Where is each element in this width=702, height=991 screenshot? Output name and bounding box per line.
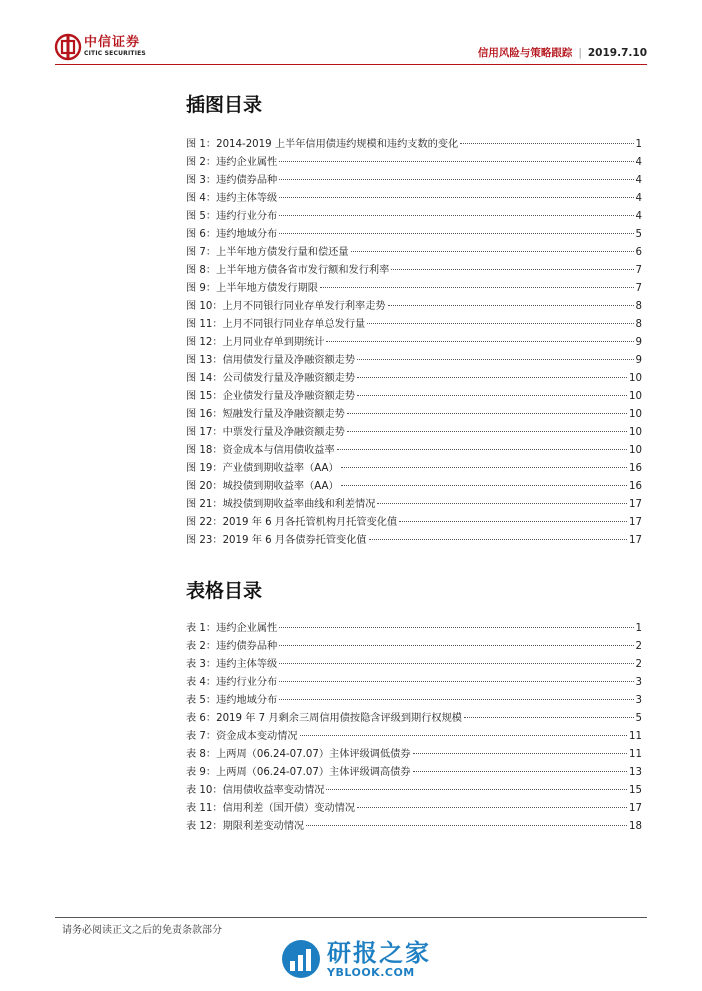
table-entry-page: 11 xyxy=(629,749,642,760)
figure-list xyxy=(186,136,642,550)
dot-leader xyxy=(326,341,633,342)
figure-entry-page: 4 xyxy=(635,175,642,186)
header-separator: | xyxy=(578,46,582,59)
figure-entry-label: 图 18：资金成本与信用债收益率 xyxy=(186,445,335,456)
table-entry[interactable] xyxy=(186,656,642,674)
table-entry-label: 表 1：违约企业属性 xyxy=(186,623,278,634)
figure-entry-label: 图 6：违约地域分布 xyxy=(186,229,278,240)
table-entry-page: 1 xyxy=(635,623,642,634)
figure-entry-page: 10 xyxy=(629,427,642,438)
dot-leader xyxy=(320,287,634,288)
figure-entry[interactable] xyxy=(186,298,642,316)
dot-leader xyxy=(279,233,633,234)
dot-leader xyxy=(464,717,634,718)
citic-logo xyxy=(55,34,146,60)
dot-leader xyxy=(279,645,633,646)
table-entry[interactable] xyxy=(186,674,642,692)
table-entry[interactable] xyxy=(186,800,642,818)
table-entry-label: 表 3：违约主体等级 xyxy=(186,659,278,670)
dot-leader xyxy=(279,215,633,216)
dot-leader xyxy=(377,503,627,504)
table-entry-page: 5 xyxy=(635,713,642,724)
table-entry-label: 表 12：期限利差变动情况 xyxy=(186,821,305,832)
figure-entry-page: 16 xyxy=(629,481,642,492)
dot-leader xyxy=(279,197,633,198)
figure-entry-page: 10 xyxy=(629,409,642,420)
figure-entry[interactable] xyxy=(186,316,642,334)
figure-entry-label: 图 11：上月不同银行同业存单总发行量 xyxy=(186,319,366,330)
figure-entry-label: 图 2：违约企业属性 xyxy=(186,157,278,168)
figure-entry-label: 图 1：2014-2019 上半年信用债违约规模和违约支数的变化 xyxy=(186,139,459,150)
figure-entry[interactable] xyxy=(186,334,642,352)
figure-entry[interactable] xyxy=(186,352,642,370)
figure-entry-label: 图 4：违约主体等级 xyxy=(186,193,278,204)
table-list-title: 表格目录 xyxy=(186,580,263,602)
dot-leader xyxy=(337,449,627,450)
figure-entry-page: 10 xyxy=(629,391,642,402)
table-entry-page: 13 xyxy=(629,767,642,778)
table-entry-label: 表 4：违约行业分布 xyxy=(186,677,278,688)
figure-entry-page: 10 xyxy=(629,445,642,456)
figure-entry[interactable] xyxy=(186,226,642,244)
figure-entry-page: 4 xyxy=(635,211,642,222)
table-entry-label: 表 7：资金成本变动情况 xyxy=(186,731,298,742)
footer-divider xyxy=(55,917,647,918)
figure-entry-label: 图 16：短融发行量及净融资额走势 xyxy=(186,409,345,420)
dot-leader xyxy=(341,485,627,486)
figure-entry[interactable] xyxy=(186,370,642,388)
table-entry[interactable] xyxy=(186,782,642,800)
figure-entry[interactable] xyxy=(186,280,642,298)
dot-leader xyxy=(388,305,634,306)
table-entry-label: 表 11：信用利差（国开债）变动情况 xyxy=(186,803,356,814)
figure-entry-page: 17 xyxy=(629,499,642,510)
figure-entry-label: 图 15：企业债发行量及净融资额走势 xyxy=(186,391,356,402)
figure-entry[interactable] xyxy=(186,136,642,154)
dot-leader xyxy=(279,699,633,700)
dot-leader xyxy=(279,179,633,180)
figure-entry-page: 17 xyxy=(629,535,642,546)
table-entry-page: 17 xyxy=(629,803,642,814)
dot-leader xyxy=(391,269,633,270)
figure-entry[interactable] xyxy=(186,190,642,208)
dot-leader xyxy=(300,735,627,736)
table-entry-page: 15 xyxy=(629,785,642,796)
figure-entry-page: 4 xyxy=(635,157,642,168)
report-type: 信用风险与策略跟踪 xyxy=(477,47,573,59)
figure-entry-label: 图 23：2019 年 6 月各债券托管变化值 xyxy=(186,535,367,546)
dot-leader xyxy=(367,323,633,324)
figure-entry-label: 图 9：上半年地方债发行期限 xyxy=(186,283,318,294)
table-entry-page: 2 xyxy=(635,659,642,670)
figure-entry-page: 6 xyxy=(635,247,642,258)
figure-entry-label: 图 22：2019 年 6 月各托管机构月托管变化值 xyxy=(186,517,398,528)
dot-leader xyxy=(279,161,633,162)
figure-entry[interactable] xyxy=(186,208,642,226)
table-entry-label: 表 6：2019 年 7 月剩余三周信用债按隐含评级到期行权规模 xyxy=(186,713,462,724)
figure-entry[interactable] xyxy=(186,154,642,172)
table-entry-page: 18 xyxy=(629,821,642,832)
citic-logo-icon xyxy=(55,34,81,60)
dot-leader xyxy=(357,359,634,360)
dot-leader xyxy=(279,681,633,682)
figure-entry[interactable] xyxy=(186,496,642,514)
figure-entry-page: 16 xyxy=(629,463,642,474)
table-entry-page: 11 xyxy=(629,731,642,742)
dot-leader xyxy=(341,467,627,468)
table-entry-label: 表 2：违约债券品种 xyxy=(186,641,278,652)
table-entry-page: 3 xyxy=(635,695,642,706)
watermark-english: YBLOOK.COM xyxy=(327,965,415,979)
table-entry-label: 表 9：上两周（06.24-07.07）主体评级调高债券 xyxy=(186,767,411,778)
figure-entry-page: 17 xyxy=(629,517,642,528)
figure-entry[interactable] xyxy=(186,262,642,280)
table-entry[interactable] xyxy=(186,746,642,764)
dot-leader xyxy=(357,395,627,396)
watermark-chinese: 研报之家 xyxy=(327,938,431,967)
dot-leader xyxy=(357,377,627,378)
dot-leader xyxy=(369,539,627,540)
figure-entry-page: 5 xyxy=(635,229,642,240)
dot-leader xyxy=(347,431,627,432)
figure-entry-label: 图 14：公司债发行量及净融资额走势 xyxy=(186,373,356,384)
figure-entry-page: 9 xyxy=(635,355,642,366)
figure-entry-label: 图 17：中票发行量及净融资额走势 xyxy=(186,427,345,438)
table-list xyxy=(186,620,642,836)
dot-leader xyxy=(413,771,627,772)
figure-entry[interactable] xyxy=(186,172,642,190)
figure-entry[interactable] xyxy=(186,514,642,532)
figure-entry-label: 图 8：上半年地方债各省市发行额和发行利率 xyxy=(186,265,390,276)
figure-entry[interactable] xyxy=(186,442,642,460)
figure-entry-page: 8 xyxy=(635,301,642,312)
figure-entry[interactable] xyxy=(186,406,642,424)
figure-entry-label: 图 20：城投债到期收益率（AA） xyxy=(186,481,339,492)
figure-entry-page: 4 xyxy=(635,193,642,204)
figure-entry-page: 1 xyxy=(635,139,642,150)
report-date: 2019.7.10 xyxy=(587,46,647,59)
footer-disclaimer: 请务必阅读正文之后的免责条款部分 xyxy=(62,925,222,936)
figure-list-title: 插图目录 xyxy=(186,94,263,116)
dot-leader xyxy=(357,807,627,808)
dot-leader xyxy=(306,825,627,826)
header-divider xyxy=(55,64,647,65)
table-entry-page: 2 xyxy=(635,641,642,652)
table-entry[interactable] xyxy=(186,818,642,836)
dot-leader xyxy=(413,753,627,754)
table-entry[interactable] xyxy=(186,710,642,728)
figure-entry-label: 图 7：上半年地方债发行量和偿还量 xyxy=(186,247,349,258)
figure-entry[interactable] xyxy=(186,244,642,262)
figure-entry-label: 图 10：上月不同银行同业存单发行利率走势 xyxy=(186,301,386,312)
figure-entry[interactable] xyxy=(186,478,642,496)
figure-entry-label: 图 19：产业债到期收益率（AA） xyxy=(186,463,339,474)
figure-entry[interactable] xyxy=(186,460,642,478)
figure-entry[interactable] xyxy=(186,424,642,442)
figure-entry[interactable] xyxy=(186,532,642,550)
figure-entry[interactable] xyxy=(186,388,642,406)
table-entry[interactable] xyxy=(186,764,642,782)
dot-leader xyxy=(279,627,633,628)
table-entry[interactable] xyxy=(186,692,642,710)
figure-entry-label: 图 13：信用债发行量及净融资额走势 xyxy=(186,355,356,366)
figure-entry-page: 8 xyxy=(635,319,642,330)
figure-entry-label: 图 12：上月同业存单到期统计 xyxy=(186,337,325,348)
table-entry[interactable] xyxy=(186,638,642,656)
table-entry-label: 表 5：违约地域分布 xyxy=(186,695,278,706)
table-entry-label: 表 8：上两周（06.24-07.07）主体评级调低债券 xyxy=(186,749,411,760)
table-entry-label: 表 10：信用债收益率变动情况 xyxy=(186,785,325,796)
figure-entry-page: 9 xyxy=(635,337,642,348)
dot-leader xyxy=(460,143,633,144)
figure-entry-page: 7 xyxy=(635,283,642,294)
table-entry[interactable] xyxy=(186,728,642,746)
table-entry-page: 3 xyxy=(635,677,642,688)
figure-entry-page: 10 xyxy=(629,373,642,384)
dot-leader xyxy=(279,663,633,664)
dot-leader xyxy=(351,251,634,252)
figure-entry-label: 图 5：违约行业分布 xyxy=(186,211,278,222)
logo-chinese-name: 中信证券 xyxy=(84,35,141,50)
dot-leader xyxy=(399,521,627,522)
figure-entry-page: 7 xyxy=(635,265,642,276)
figure-entry-label: 图 21：城投债到期收益率曲线和利差情况 xyxy=(186,499,376,510)
watermark xyxy=(281,939,431,979)
dot-leader xyxy=(347,413,627,414)
logo-english-name: CITIC SECURITIES xyxy=(84,50,146,57)
figure-entry-label: 图 3：违约债券品种 xyxy=(186,175,278,186)
table-entry[interactable] xyxy=(186,620,642,638)
dot-leader xyxy=(326,789,627,790)
page-header xyxy=(55,34,647,64)
bar-chart-icon xyxy=(281,939,321,979)
